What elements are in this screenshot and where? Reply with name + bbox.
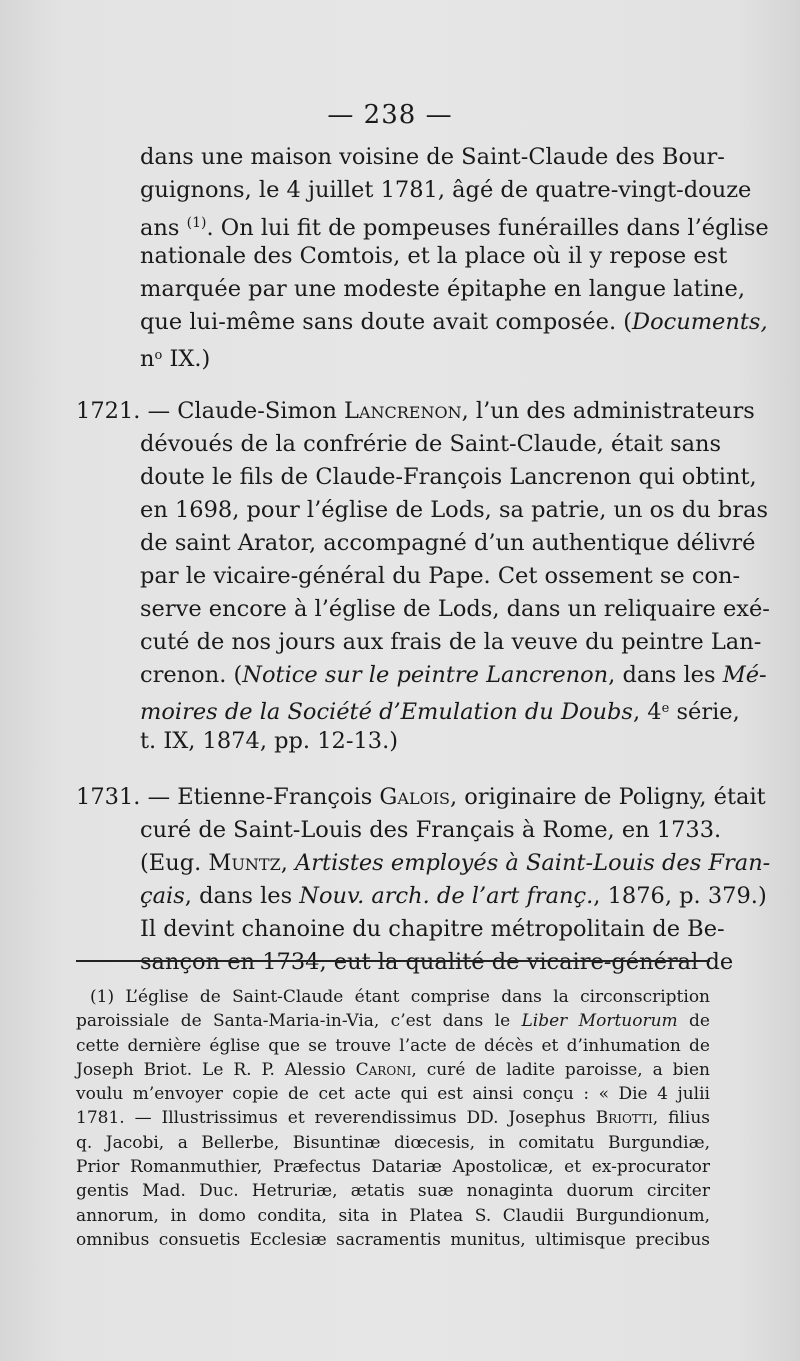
- text-line: [76, 395, 755, 428]
- text-line: t. IX, 1874, pp. 12-13.): [140, 728, 399, 754]
- text-line: nationale des Comtois, et la place où il y repose est: [140, 243, 728, 269]
- text-segment: 1721. — Claude-Simon: [76, 398, 344, 424]
- footnote-line: annorum, in domo condita, sita in Platea S. Claudii Burgundionum,: [76, 1205, 710, 1226]
- text-segment: (Eug.: [140, 850, 209, 876]
- text-segment: 1781. — Illustrissimus et reverendissimus DD. Josephus: [76, 1108, 596, 1129]
- italic-segment: Documents,: [632, 309, 768, 335]
- text-segment: paroissiale de Santa-Maria-in-Via, c’est dans le: [76, 1011, 522, 1032]
- footnote-line: (1) L’église de Saint-Claude étant comprise dans la circonscription: [90, 987, 710, 1007]
- text-line: dévoués de la confrérie de Saint-Claude, était sans: [140, 431, 722, 457]
- footnote-line: [76, 1009, 710, 1033]
- text-segment: , curé de ladite paroisse, a bien: [411, 1059, 710, 1080]
- paragraph-gap: [76, 758, 710, 781]
- text-segment: que lui-même sans doute avait composée. (: [140, 309, 633, 335]
- text-line: de saint Arator, accompagné d’un authentique délivré: [140, 530, 756, 556]
- text-segment: ,: [280, 850, 296, 876]
- text-line: [76, 847, 771, 880]
- text-segment: , 4: [632, 699, 662, 725]
- text-line: [76, 339, 710, 372]
- person-name: Muntz: [208, 850, 281, 876]
- page-number: — 238 —: [327, 100, 453, 130]
- text-line: marquée par une modeste épitaphe en langue latine,: [140, 276, 745, 302]
- superscript: o: [154, 348, 163, 363]
- text-segment: Joseph Briot. Le R. P. Alessio: [76, 1059, 356, 1080]
- text-line: guignons, le 4 juillet 1781, âgé de quatre-vingt-douze: [140, 177, 752, 203]
- italic-segment: Artistes employés à Saint-Louis des Fran-: [295, 850, 771, 876]
- italic-segment: Liber Mortuorum: [521, 1011, 678, 1032]
- text-segment: , dans les: [184, 883, 300, 909]
- text-segment: . On lui fit de pompeuses funérailles dans l’église: [206, 215, 769, 241]
- entry-1721-lancrenon: [76, 395, 770, 758]
- footnote-line: q. Jacobi, a Bellerbe, Bisuntinæ diœcesis, in comitatu Burgundiæ,: [76, 1132, 710, 1153]
- person-name: Galois: [379, 784, 450, 810]
- text-segment: série,: [669, 699, 740, 725]
- text-segment: , dans les: [608, 662, 723, 688]
- text-line: Il devint chanoine du chapitre métropolitain de Be-: [140, 916, 725, 942]
- text-segment: , filius: [652, 1108, 710, 1129]
- footnote-line: Prior Romanmuthier, Præfectus Datariæ Apostolicæ, et ex-procurator: [76, 1157, 710, 1178]
- text-line: curé de Saint-Louis des Français à Rome, en 1733.: [140, 817, 722, 843]
- text-line: [76, 659, 767, 692]
- text-segment: , l’un des administrateurs: [461, 398, 755, 424]
- footnote-reference: (1): [186, 215, 207, 231]
- italic-segment: çais: [140, 883, 185, 909]
- text-segment: crenon. (: [140, 662, 243, 688]
- text-line: par le vicaire-général du Pape. Cet ossement se con-: [140, 563, 741, 589]
- italic-segment: Nouv. arch. de l’art franç.: [299, 883, 594, 909]
- main-text: [76, 141, 771, 979]
- text-line: [76, 692, 740, 725]
- footnote-divider: [76, 960, 710, 962]
- text-line: [76, 781, 766, 814]
- footnote-block: [76, 985, 710, 1252]
- footnote-line: gentis Mad. Duc. Hetruriæ, ætatis suæ nonaginta duorum circiter: [76, 1181, 710, 1202]
- footnote-line: omnibus consuetis Ecclesiæ sacramentis munitus, ultimisque precibus: [76, 1229, 710, 1250]
- entry-1731-galois: [76, 781, 771, 979]
- text-line: [76, 207, 769, 241]
- footnote-line: [76, 1058, 710, 1082]
- footnote-line: [76, 1106, 710, 1130]
- text-line: doute le fils de Claude-François Lancrenon qui obtint,: [140, 464, 757, 490]
- footnote-line: voulu m’envoyer copie de cet acte qui est ainsi conçu : « Die 4 julii: [76, 1084, 710, 1105]
- paragraph-gap: [76, 372, 710, 395]
- italic-segment: moires de la Société d’Emulation du Doubs: [140, 699, 633, 725]
- text-segment: ans: [140, 215, 187, 241]
- person-name: Caroni: [355, 1059, 412, 1080]
- text-segment: IX.): [162, 346, 211, 372]
- text-segment: de: [677, 1011, 710, 1032]
- text-line: en 1698, pour l’église de Lods, sa patrie, un os du bras: [140, 497, 769, 523]
- text-line: sançon en 1734, eut la qualité de vicaire-général de: [140, 949, 734, 975]
- italic-segment: Mé-: [722, 662, 767, 688]
- text-segment: , originaire de Poligny, était: [449, 784, 766, 810]
- text-line: dans une maison voisine de Saint-Claude des Bour-: [140, 144, 725, 170]
- person-name: Lancrenon: [344, 398, 462, 424]
- text-segment: n: [140, 346, 155, 372]
- superscript: e: [661, 701, 670, 716]
- footnote-line: cette dernière église que se trouve l’acte de décès et d’inhumation de: [76, 1035, 710, 1056]
- italic-segment: Notice sur le peintre Lancrenon: [242, 662, 609, 688]
- text-segment: , 1876, p. 379.): [593, 883, 767, 909]
- paragraph-briot-continued: [76, 141, 769, 372]
- text-line: [76, 880, 767, 913]
- text-line: serve encore à l’église de Lods, dans un reliquaire exé-: [140, 596, 770, 622]
- text-segment: 1731. — Etienne-François: [76, 784, 380, 810]
- text-line: cuté de nos jours aux frais de la veuve du peintre Lan-: [140, 629, 762, 655]
- text-line: [76, 306, 768, 339]
- person-name: Briotti: [595, 1108, 653, 1129]
